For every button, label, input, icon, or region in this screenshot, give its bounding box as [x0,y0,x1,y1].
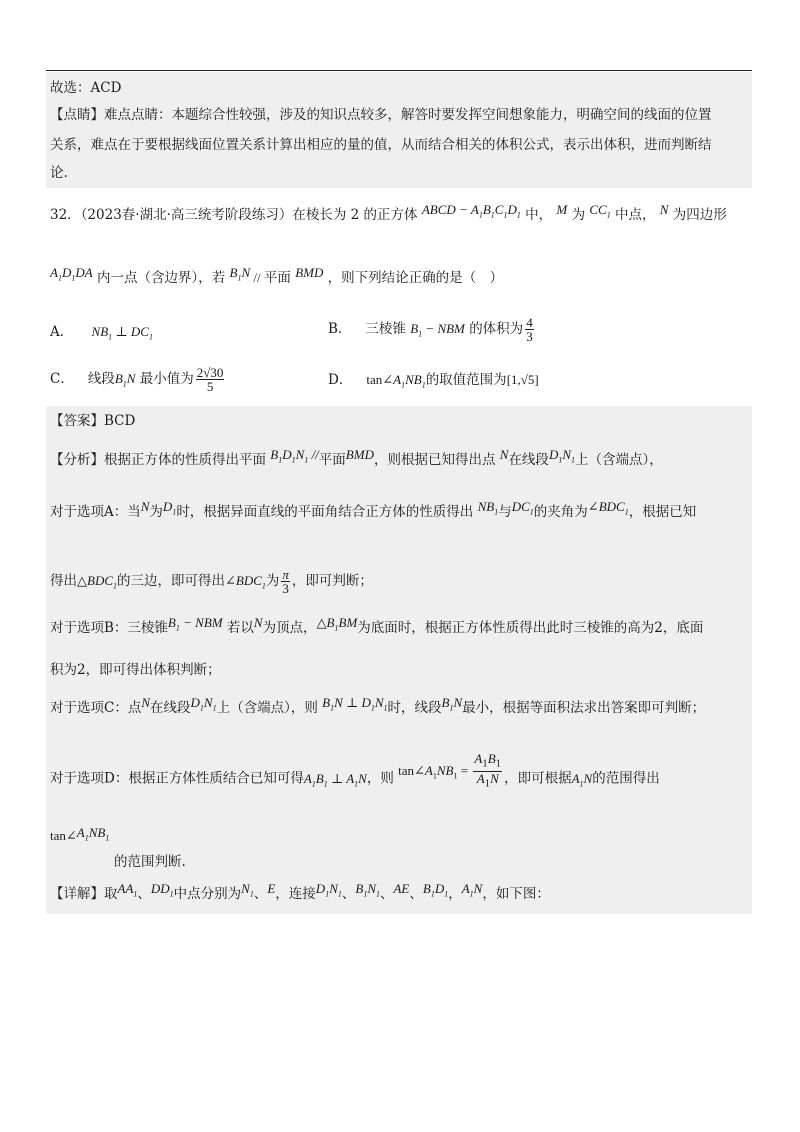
prev-answer-line: 故选：ACD [50,80,122,96]
analysis-option-d-1: 对于选项D：根据正方体性质结合已知可得$A_1B_1$ ⊥ $A_1N$，则 $\tan\angle A_1NB_1$ = $\frac{A_1B_1}{A_1N}$ ，即可根据$A_1N$的范围得出 [50,751,660,790]
analysis-option-a-2: 得出$\triangle BDC_1$的三边，即可得出$\angle BDC_1$为 $\frac{\pi}{3}$ ，即可判断； [50,567,373,596]
analysis-line-1: 【分析】根据正方体的性质得出平面 $B_1D_1N_1$ //平面BMD，则根据已知得出点 N在线段$D_1N_1$上（含端点）， [50,447,663,468]
prev-comment-line-2: 关系，难点在于要根据线面位置关系计算出相应的量的值，从而结合相关的体积公式，表示出体积，进而判断结 [50,137,712,153]
analysis-option-c: 对于选项C：点N在线段$D_1N_1$上（含端点），则 $B_1N$ ⊥ $D_1N_1$时，线段$B_1N$最小，根据等面积法求出答案即可判断； [50,695,706,716]
problem-stem-line-2: $A_1D_1DA$ 内一点（含边界），若 $B_1N$ // 平面 BMD ，则下列结论正确的是（ ） [50,265,504,286]
analysis-option-b-2: 积为2，即可得出体积判断； [50,662,221,678]
detail-line: 【详解】取$AA_1$、$DD_1$中点分别为$N_1$、E，连接$D_1N_1$、$B_1N_1$、AE、$B_1D_1$，$A_1N$，如下图： [50,881,550,902]
header-rule [46,70,752,71]
analysis-option-a-1: 对于选项A：当N为$D_1$时，根据异面直线的平面角结合正方体的性质得出 $NB_1$与$DC_1$的夹角为$\angle BDC_1$，根据已知 [50,499,697,520]
prev-comment-line-3: 论. [50,165,68,181]
cube-name: ABCD − $A_1B_1C_1D_1$ [421,202,521,220]
answer-line: 【答案】BCD [50,413,136,429]
option-a: A． $NB_1$ ⊥ $DC_1$ [50,324,153,342]
problem-stem-line-1: 32．（2023春·湖北·高三统考阶段练习）在棱长为 2 的正方体 ABCD − $A_1B_1C_1D_1$ 中， M 为 $CC_1$ 中点， N 为四边形 [50,202,727,223]
analysis-option-d-2: $\tan\angle A_1NB_1$ 的范围判断. [50,825,186,870]
analysis-option-b-1: 对于选项B：三棱锥$B_1$ − NBM 若以N为顶点，$\triangle B_1BM$为底面时，根据正方体性质得出此时三棱锥的高为2，底面 [50,615,704,636]
problem-number: 32． [50,207,81,223]
option-b: B． 三棱锥 $B_1$ − NBM 的体积为 $\frac{4}{3}$ [328,315,533,344]
problem-source: （2023春·湖北·高三统考阶段练习） [80,207,293,223]
option-d: D． $\tan\angle A_1NB_1$的取值范围为[1,√5] [328,372,539,390]
prev-solution-block [46,72,752,188]
quad-name: $A_1D_1DA$ [50,265,93,283]
option-c: C． 线段$B_1N$ 最小值为 $\frac{2√30}{5}$ [50,365,224,394]
prev-comment-line-1: 【点睛】难点点睛：本题综合性较强，涉及的知识点较多，解答时要发挥空间想象能力，明确空间的线面的位置 [50,107,712,123]
